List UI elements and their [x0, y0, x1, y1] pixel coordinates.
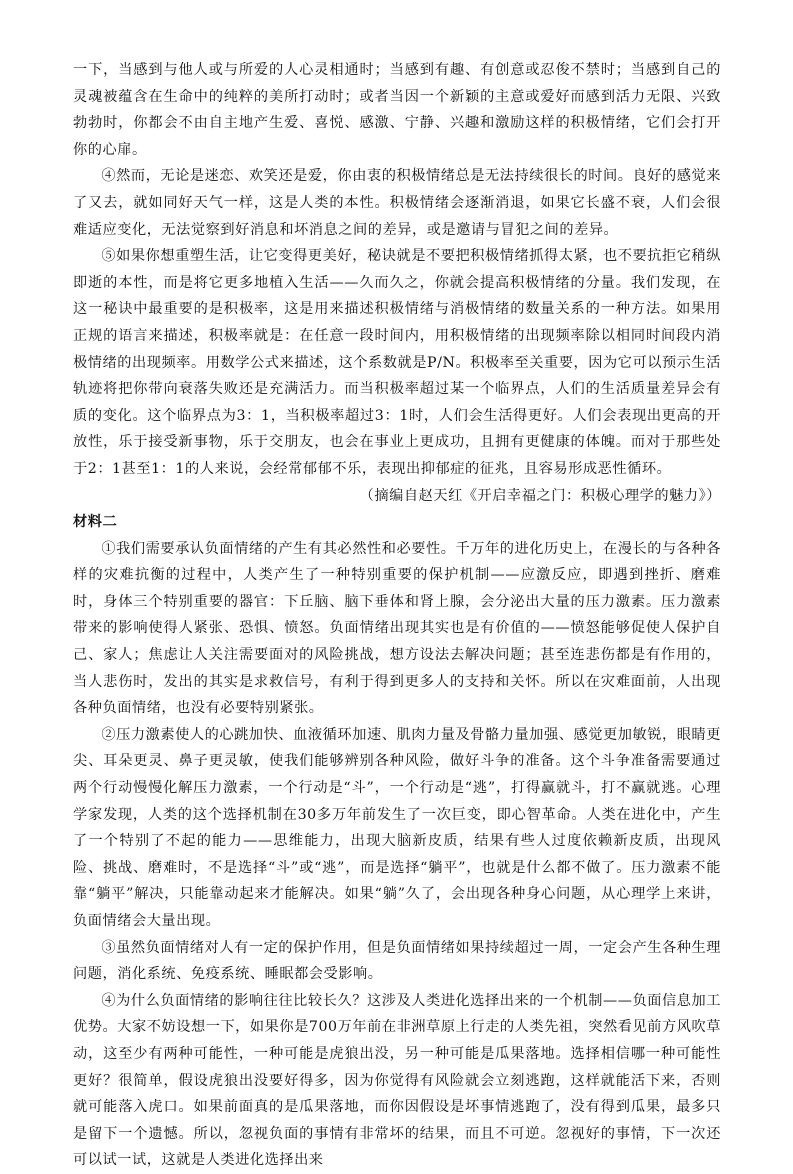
paragraph-4-material1: ④然而，无论是迷恋、欢笑还是爱，你由衷的积极情绪总是无法持续很长的时间。良好的感觉来了又去，就如同好天气一样，这是人类的本性。积极情绪会逐渐消退，如果它长盛不衰，人们会很难适应变化，无法觉察到好消息和坏消息之间的差异，或是邀请与冒犯之间的差异。	[73, 168, 721, 238]
document-page	[73, 57, 721, 1174]
source-citation: （摘编自赵天红《开启幸福之门：积极心理学的魅力》）	[359, 487, 721, 504]
section-heading-material2: 材料二	[73, 514, 118, 531]
paragraph-5-material1: ⑤如果你想重塑生活，让它变得更美好，秘诀就是不要把积极情绪抓得太紧，也不要抗拒它稍纵即逝的本性，而是将它更多地植入生活——久而久之，你就会提高积极情绪的分量。我们发现，在这一秘诀中最重要的是积极率，这是用来描述积极情绪与消极情绪的数量关系的一种方法。如果用正规的语言来描述，积极率就是：在任意一段时间内，用积极情绪的出现频率除以相同时间段内消极情绪的出现频率。用数学公式来描述，这个系数就是P/N。积极率至关重要，因为它可以预示生活轨迹将把你带向衰落失败还是充满活力。而当积极率超过某一个临界点，人们的生活质量差异会有质的变化。这个临界点为3：1，当积极率超过3：1时，人们会生活得更好。人们会表现出更高的开放性，乐于接受新事物，乐于交朋友，也会在事业上更成功，且拥有更健康的体魄。而对于那些处于2：1甚至1：1的人来说，会经常郁郁不乐，表现出抑郁症的征兆，且容易形成恶性循环。	[73, 248, 721, 477]
paragraph-1-material2: ①我们需要承认负面情绪的产生有其必然性和必要性。千万年的进化历史上，在漫长的与各种各样的灾难抗衡的过程中，人类产生了一种特别重要的保护机制——应激反应，即遇到挫折、磨难时，身体三个特别重要的器官：下丘脑、脑下垂体和肾上腺，会分泌出大量的压力激素。压力激素带来的影响使得人紧张、恐惧、愤怒。负面情绪出现其实也是有价值的——愤怒能够促使人保护自己、家人；焦虑让人关注需要面对的风险挑战，想方设法去解决问题；甚至连悲伤都是有作用的，当人悲伤时，发出的其实是求救信号，有利于得到更多人的支持和关怀。所以在灾难面前，人出现各种负面情绪，也没有必要特别紧张。	[73, 540, 721, 717]
paragraph-3-material2: ③虽然负面情绪对人有一定的保护作用，但是负面情绪如果持续超过一周，一定会产生各种生理问题，消化系统、免疫系统、睡眠都会受影响。	[73, 939, 721, 983]
paragraph-4-material2: ④为什么负面情绪的影响往往比较长久？这涉及人类进化选择出来的一个机制——负面信息加工优势。大家不妨设想一下，如果你是700万年前在非洲草原上行走的人类先祖，突然看见前方风吹草动，这至少有两种可能性，一种可能是虎狼出没，另一种可能是瓜果落地。选择相信哪一种可能性更好？很简单，假设虎狼出没要好得多，因为你觉得有风险就会立刻逃跑，这样就能活下来，否则就可能落入虎口。如果前面真的是瓜果落地，而你因假设是坏事情逃跑了，没有得到瓜果，最多只是留下一个遗憾。所以，忽视负面的事情有非常坏的结果，而且不可逆。忽视好的事情，下一次还可以试一试，这就是人类进化选择出来	[73, 992, 721, 1169]
paragraph-2-material2: ②压力激素使人的心跳加快、血液循环加速、肌肉力量及骨骼力量加强、感觉更加敏锐，眼睛更尖、耳朵更灵、鼻子更灵敏，使我们能够辨别各种风险，做好斗争的准备。这个斗争准备需要通过两个行动慢慢化解压力激素，一个行动是“斗”，一个行动是“逃”，打得赢就斗，打不赢就逃。心理学家发现，人类的这个选择机制在30多万年前发生了一次巨变，即心智革命。人类在进化中，产生了一个特别了不起的能力——思维能力，出现大脑新皮质，结果有些人过度依赖新皮质，出现风险、挑战、磨难时，不是选择“斗”或“逃”，而是选择“躺平”，也就是什么都不做了。压力激素不能靠“躺平”解决，只能靠动起来才能解决。如果“躺”久了，会出现各种身心问题，从心理学上来讲，负面情绪会大量出现。	[73, 726, 721, 929]
paragraph-continued: 一下，当感到与他人或与所爱的人心灵相通时；当感到有趣、有创意或忍俊不禁时；当感到自己的灵魂被蕴含在生命中的纯粹的美所打动时；或者当因一个新颖的主意或爱好而感到活力无限、兴致勃勃时，你都会不由自主地产生爱、喜悦、感激、宁静、兴趣和激励这样的积极情绪，它们会打开你的心扉。	[73, 62, 721, 158]
